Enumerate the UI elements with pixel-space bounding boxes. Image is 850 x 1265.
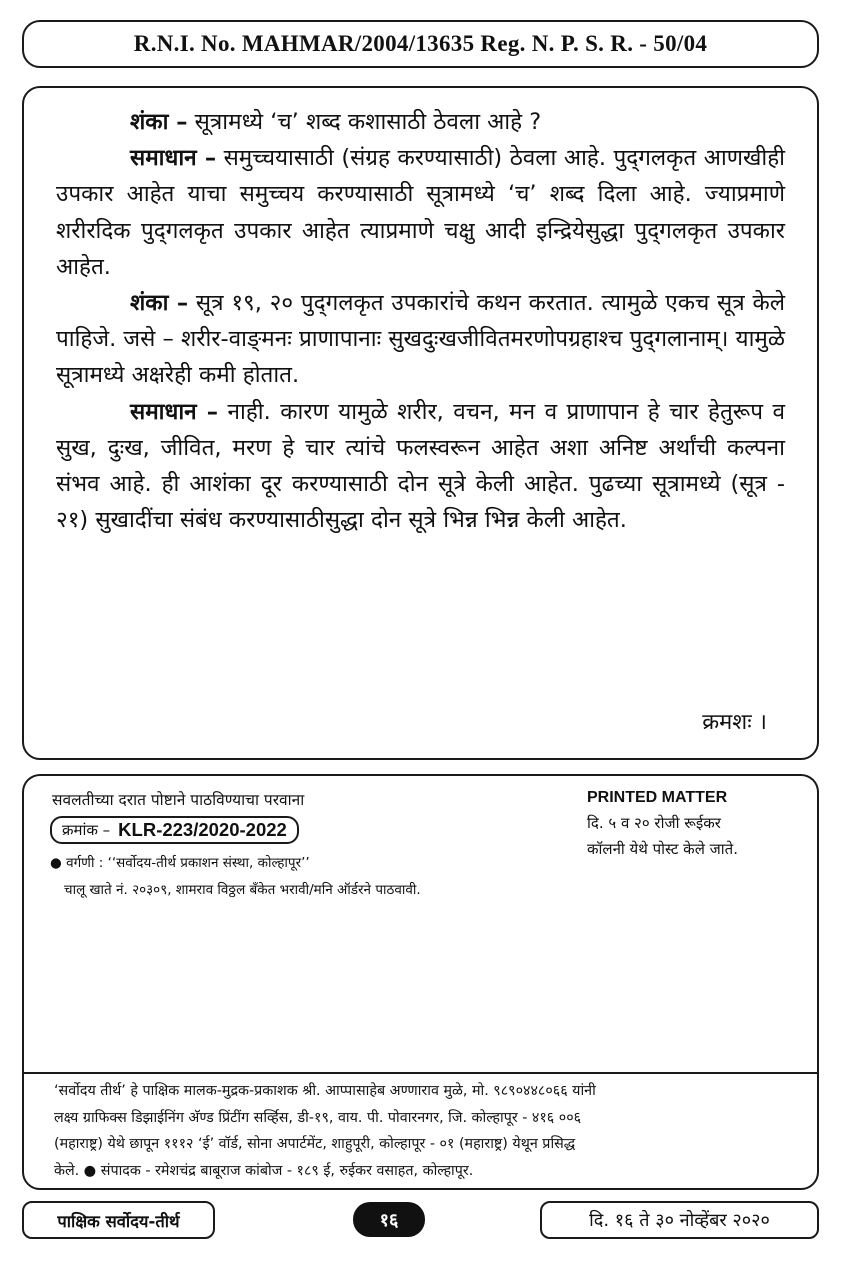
question-text: सूत्रामध्ये ‘च’ शब्द कशासाठी ठेवला आहे ? <box>187 109 542 135</box>
imprint-box <box>22 1072 819 1190</box>
answer-label: समाधान – <box>130 398 219 425</box>
article-paragraph-4 <box>56 394 785 539</box>
registration-header <box>22 20 819 68</box>
issue-date: दि. १६ ते ३० नोव्हेंबर २०२० <box>589 1210 770 1231</box>
article-paragraph-2 <box>56 140 785 285</box>
subscription-info: ● वर्गणी : ‘‘सर्वोदय-तीर्थ प्रकाशन संस्था, कोल्हापूर’’ <box>50 855 310 871</box>
imprint-line: लक्ष्य ग्राफिक्स डिझाईनिंग अ‍ॅण्ड प्रिंटींग सर्व्हिस, डी-१९, वाय. पी. पोवारनगर, जि. कोल्हापूर - ४१६ ००६ <box>54 1109 582 1126</box>
question-label: शंका – <box>130 109 188 135</box>
publication-name: पाक्षिक सर्वोदय-तीर्थ <box>57 1211 180 1231</box>
question-label: शंका – <box>130 290 189 317</box>
question-text: सूत्र १९, २० पुद्‌गलकृत उपकारांचे कथन करतात. त्यामुळे एकच सूत्र केले पाहिजे. जसे – शरीर-वाङ्‌मनः प्राणापानाः सुखदुःखजीवितमरणोपग्रहाश्च पुद्‌गलानाम्‌। यामुळे सूत्रामध्ये अक्षरेही कमी होतात. <box>56 290 785 389</box>
article-paragraph-1 <box>56 104 785 140</box>
imprint-line: (महाराष्ट्र) येथे छापून १११२ ‘ई’ वॉर्ड, सोना अपार्टमेंट, शाहुपूरी, कोल्हापूर - ०१ (महाराष्ट्र) येथून प्रसिद्ध <box>54 1136 576 1152</box>
publication-name-badge <box>22 1201 215 1239</box>
posting-info-line: दि. ५ व २० रोजी रूईकर <box>587 814 721 832</box>
posting-info-line: कॉलनी येथे पोस्ट केले जाते. <box>587 840 738 858</box>
answer-text: समुच्चयासाठी (संग्रह करण्यासाठी) ठेवला आहे. पुद्‌गलकृत आणखीही उपकार आहेत याचा समुच्चय करण्यासाठी सूत्रामध्ये ‘च’ शब्द दिला आहे. ज्याप्रमाणे शरीरदिक पुद्‌गलकृत उपकार आहेत त्याप्रमाणे चक्षु आदी इन्द्रियेसुद्धा पुद्‌गलकृत उपकार आहेत. <box>56 145 785 280</box>
licence-number: KLR-223/2020-2022 <box>118 819 287 840</box>
imprint-line: ‘सर्वोदय तीर्थ’ हे पाक्षिक मालक-मुद्रक-प्रकाशक श्री. आप्पासाहेब अण्णाराव मुळे, मो. ९८९०४४८०६६ यांनी <box>54 1083 596 1099</box>
registration-number: R.N.I. No. MAHMAR/2004/13635 Reg. N. P. S. R. - 50/04 <box>133 31 708 56</box>
answer-label: समाधान – <box>130 145 217 172</box>
postal-licence-box <box>22 774 819 1072</box>
printed-matter-block <box>587 786 738 862</box>
answer-text: नाही. कारण यामुळे शरीर, वचन, मन व प्राणापान हे चार हेतुरूप व सुख, दुःख, जीवित, मरण हे चार त्यांचे फलस्वरून आहेत अशा अनिष्ट अर्थांची कल्पना संभव आहे. ही आशंका दूर करण्यासाठी दोन सूत्रे केली आहेत. पुढच्या सूत्रामध्ये (सूत्र - २१) सुखादींचा संबंध करण्यासाठीसुद्धा दोन सूत्रे भिन्न भिन्न केली आहेत. <box>56 398 785 534</box>
article-paragraph-3 <box>56 285 785 394</box>
imprint-line: केले. ● संपादक - रमेशचंद्र बाबूराज कांबोज - १८९ ई, रुईकर वसाहत, कोल्हापूर. <box>54 1162 474 1179</box>
account-info: चालू खाते नं. २०३०९, शामराव विठ्ठल बँकेत भरावी/मनि ऑर्डरने पाठवावी. <box>64 882 421 898</box>
page-number: १६ <box>353 1202 425 1237</box>
licence-number-label: क्रमांक – <box>62 821 111 839</box>
licence-title: सवलतीच्या दरात पोष्टाने पाठविण्याचा परवाना <box>52 791 305 809</box>
issue-date-badge <box>540 1201 819 1239</box>
printed-matter-title: PRINTED MATTER <box>587 789 728 806</box>
article-box <box>22 86 819 760</box>
continued-marker: क्रमशः । <box>702 710 767 735</box>
licence-number-badge <box>50 816 299 844</box>
